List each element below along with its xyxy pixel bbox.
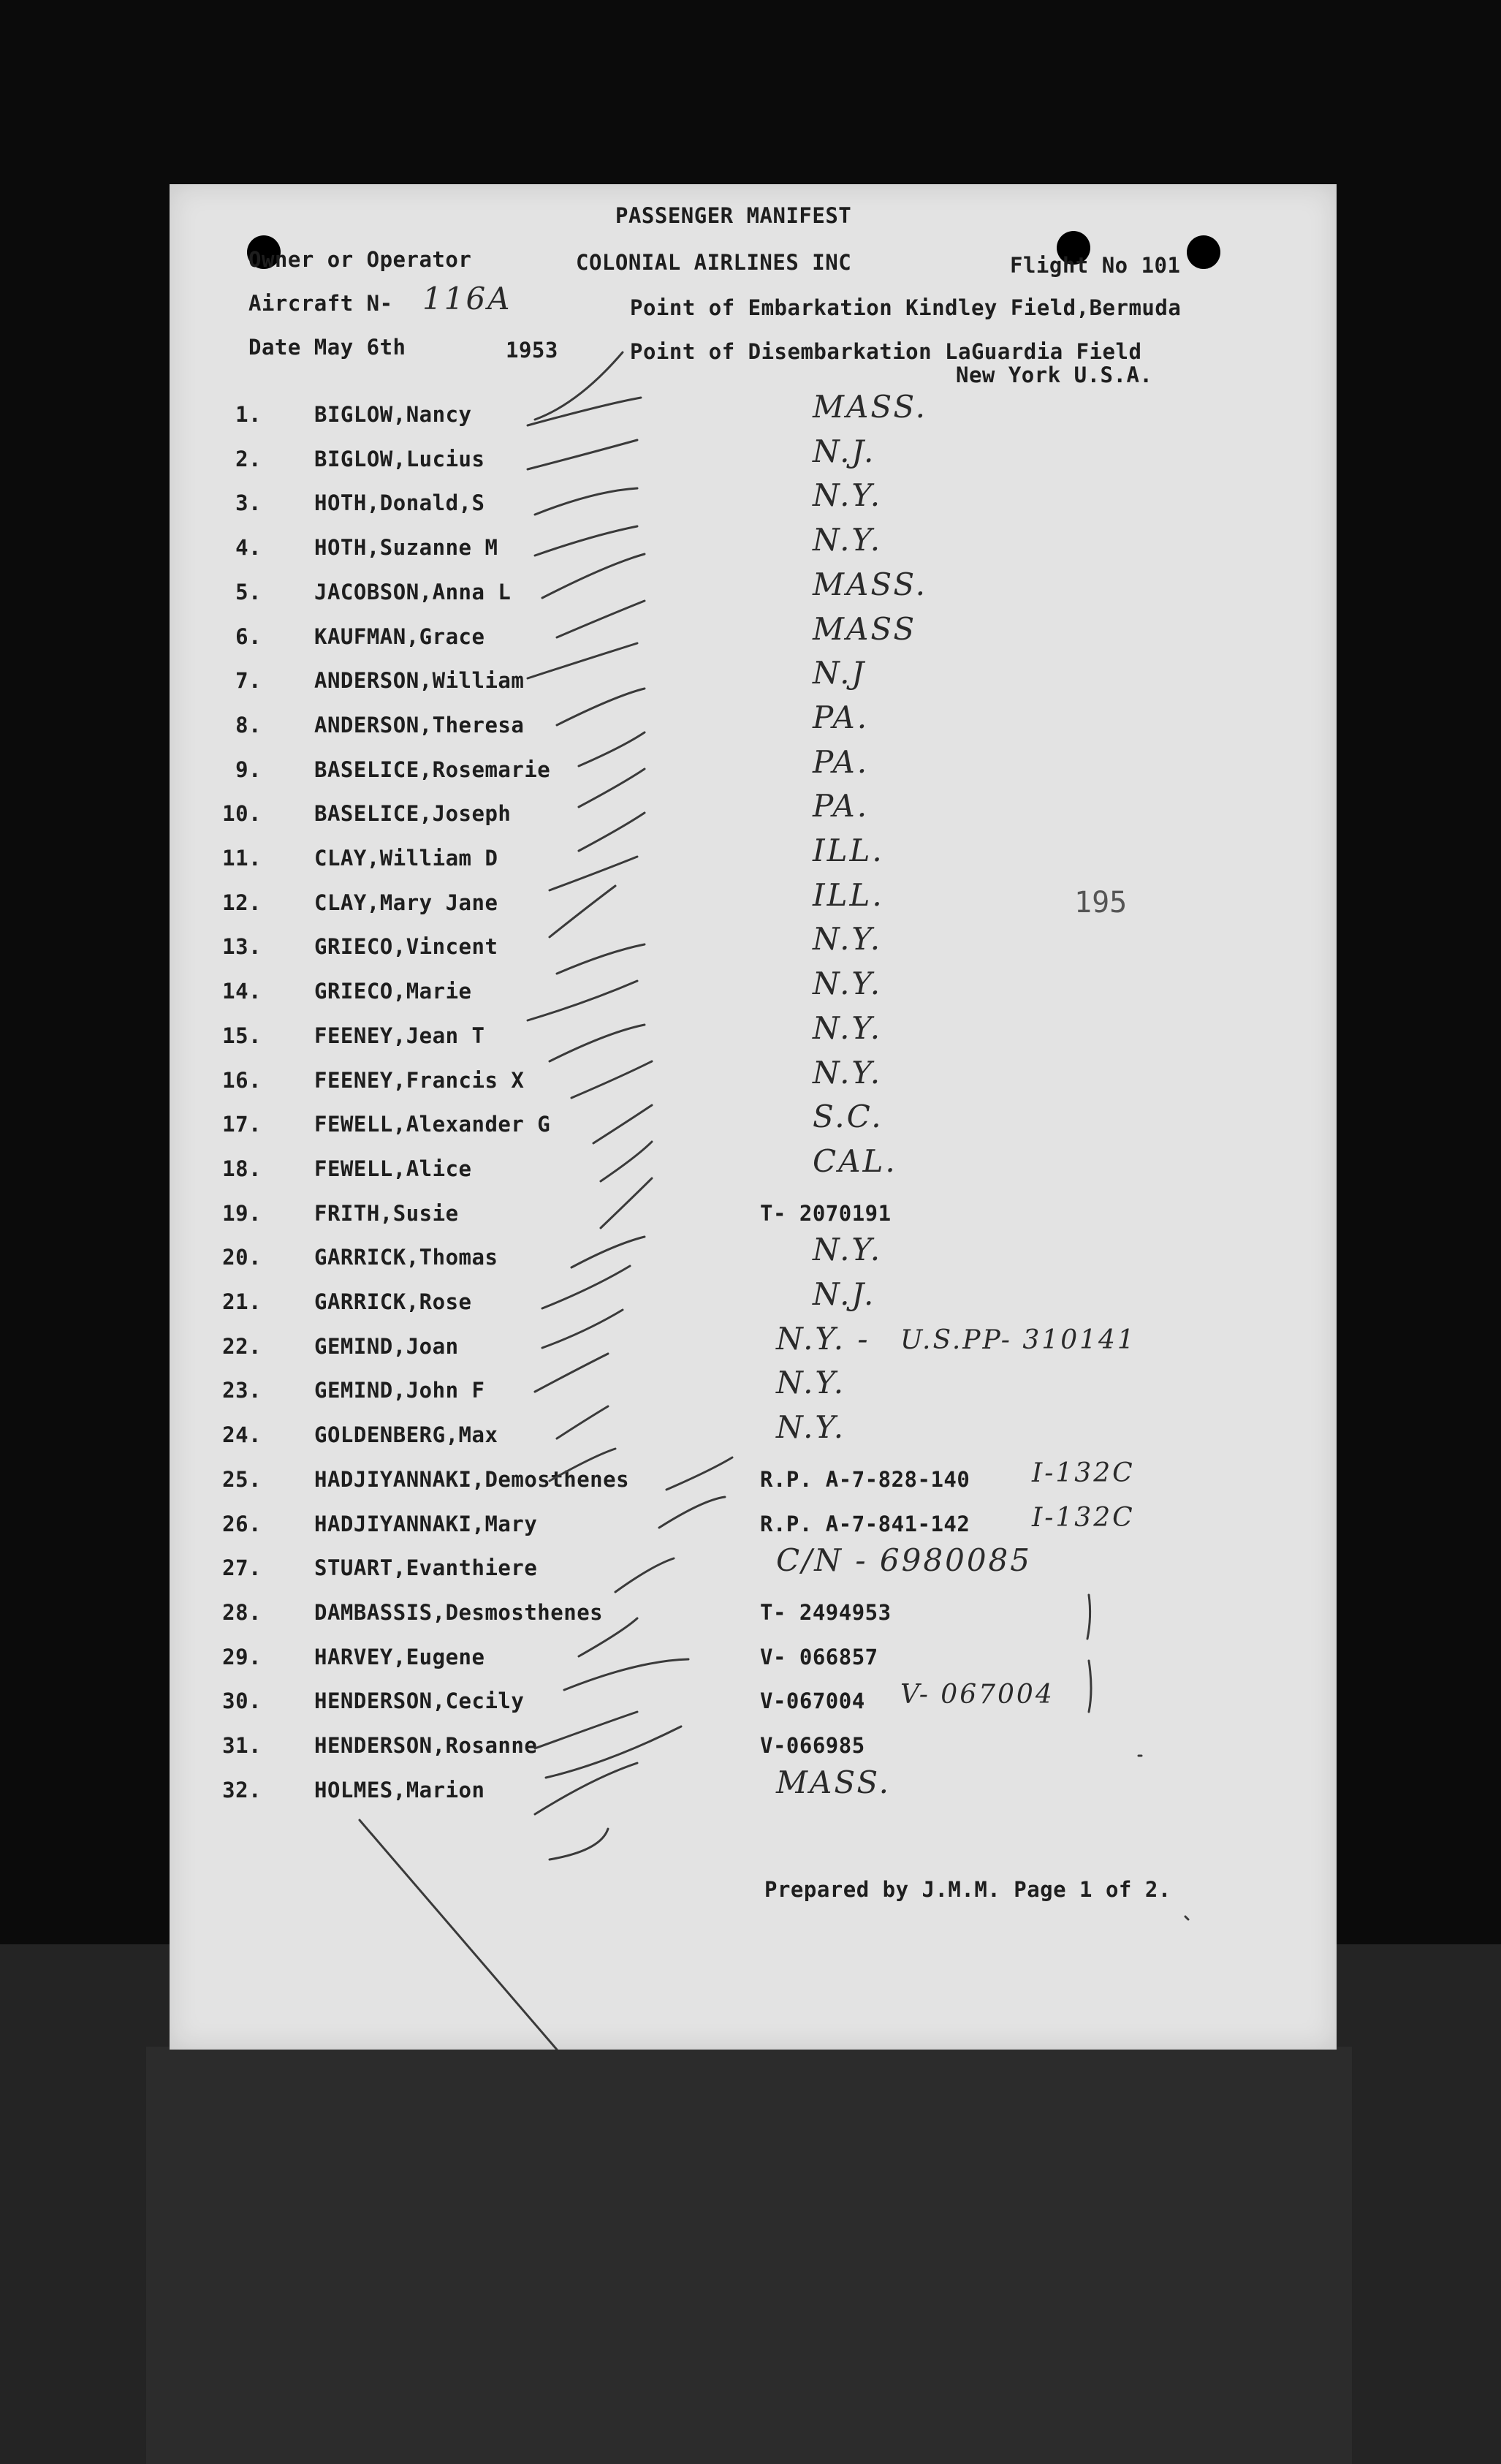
passenger-row bbox=[170, 788, 1337, 838]
passenger-row bbox=[170, 699, 1337, 749]
passenger-number: 19. bbox=[222, 1200, 262, 1226]
passenger-number: 11. bbox=[222, 846, 262, 871]
passenger-number: 8. bbox=[235, 712, 262, 738]
passenger-number: 9. bbox=[235, 757, 262, 782]
passenger-note: V- 067004 bbox=[900, 1680, 1054, 1710]
passenger-state: PA. bbox=[813, 788, 870, 825]
passenger-state: N.J bbox=[813, 655, 867, 691]
passenger-row bbox=[170, 1542, 1337, 1592]
passenger-number: 13. bbox=[222, 934, 262, 960]
passenger-number: 24. bbox=[222, 1422, 262, 1448]
passenger-state: PA. bbox=[813, 743, 870, 780]
passenger-number: 15. bbox=[222, 1023, 262, 1048]
passenger-name: HADJIYANNAKI,Mary bbox=[314, 1511, 538, 1536]
passenger-document-number: T- 2494953 bbox=[760, 1599, 892, 1625]
passenger-name: HENDERSON,Rosanne bbox=[314, 1733, 538, 1758]
manifest-title: PASSENGER MANIFEST bbox=[615, 203, 852, 228]
passenger-row bbox=[170, 1276, 1337, 1326]
passenger-row bbox=[170, 743, 1337, 794]
passenger-state: N.Y. bbox=[813, 921, 883, 958]
passenger-name: GARRICK,Thomas bbox=[314, 1245, 498, 1270]
passenger-name: DAMBASSIS,Desmosthenes bbox=[314, 1599, 604, 1625]
passenger-name: GARRICK,Rose bbox=[314, 1289, 472, 1314]
passenger-row bbox=[170, 1645, 1337, 1681]
passenger-state: N.Y. bbox=[776, 1409, 846, 1446]
passenger-row bbox=[170, 1009, 1337, 1060]
passenger-document-number: T- 2070191 bbox=[760, 1200, 892, 1226]
passenger-number: 10. bbox=[222, 801, 262, 827]
passenger-row bbox=[170, 1054, 1337, 1104]
passenger-state: N.Y. bbox=[813, 522, 883, 558]
passenger-number: 27. bbox=[222, 1555, 262, 1581]
passenger-state: N.Y. bbox=[776, 1365, 846, 1401]
passenger-number: 1. bbox=[235, 402, 262, 427]
passenger-number: 14. bbox=[222, 979, 262, 1004]
passenger-row bbox=[170, 1365, 1337, 1414]
passenger-row bbox=[170, 1733, 1337, 1770]
passenger-number: 30. bbox=[222, 1688, 262, 1714]
passenger-name: FEENEY,Francis X bbox=[314, 1067, 525, 1093]
passenger-number: 6. bbox=[235, 623, 262, 649]
passenger-row bbox=[170, 1457, 1337, 1504]
passenger-row bbox=[170, 1142, 1337, 1193]
passenger-number: 12. bbox=[222, 890, 262, 915]
passenger-state: ILL. bbox=[813, 876, 884, 913]
passenger-name: BIGLOW,Lucius bbox=[314, 446, 485, 471]
passenger-name: CLAY,Mary Jane bbox=[314, 890, 498, 915]
passenger-state: N.J. bbox=[813, 433, 876, 469]
punch-hole-right bbox=[1187, 235, 1220, 269]
passenger-number: 21. bbox=[222, 1289, 262, 1314]
passenger-row bbox=[170, 610, 1337, 661]
passenger-number: 25. bbox=[222, 1466, 262, 1492]
passenger-name: BASELICE,Rosemarie bbox=[314, 757, 551, 782]
passenger-name: BIGLOW,Nancy bbox=[314, 402, 472, 427]
passenger-name: HADJIYANNAKI,Demosthenes bbox=[314, 1466, 630, 1492]
passenger-state: ILL. bbox=[813, 833, 884, 868]
passenger-document-number: V-067004 bbox=[760, 1688, 865, 1714]
passenger-state: N.Y. bbox=[813, 966, 883, 1002]
passenger-name: FEWELL,Alexander G bbox=[314, 1112, 551, 1137]
passenger-name: FEENEY,Jean T bbox=[314, 1023, 485, 1048]
passenger-name: CLAY,William D bbox=[314, 846, 498, 871]
passenger-document-number: R.P. A-7-828-140 bbox=[760, 1466, 970, 1492]
disembarkation-point: Point of Disembarkation LaGuardia Field bbox=[630, 339, 1142, 364]
passenger-state: MASS bbox=[813, 610, 917, 647]
passenger-row bbox=[170, 1232, 1337, 1281]
passenger-name: JACOBSON,Anna L bbox=[314, 579, 512, 604]
passenger-number: 2. bbox=[235, 446, 262, 471]
prepared-by-footer: Prepared by J.M.M. Page 1 of 2. bbox=[764, 1877, 1171, 1902]
owner-label: Owner or Operator bbox=[248, 247, 472, 272]
passenger-row bbox=[170, 921, 1337, 971]
passenger-row bbox=[170, 1680, 1337, 1725]
passenger-state: MASS. bbox=[813, 566, 927, 602]
passenger-state: MASS. bbox=[813, 389, 927, 425]
passenger-row bbox=[170, 655, 1337, 705]
aircraft-label: Aircraft N- bbox=[248, 291, 393, 316]
margin-number: 195 bbox=[1074, 886, 1128, 920]
passenger-number: 23. bbox=[222, 1378, 262, 1403]
passenger-state: N.Y. bbox=[813, 1009, 883, 1046]
passenger-state: C/N - 6980085 bbox=[776, 1542, 1032, 1579]
passenger-row bbox=[170, 566, 1337, 616]
passenger-name: HOTH,Suzanne M bbox=[314, 535, 498, 561]
passenger-number: 22. bbox=[222, 1333, 262, 1359]
passenger-name: HOTH,Donald,S bbox=[314, 490, 485, 516]
passenger-name: HARVEY,Eugene bbox=[314, 1644, 485, 1669]
passenger-name: BASELICE,Joseph bbox=[314, 801, 512, 827]
passenger-row bbox=[170, 1099, 1337, 1148]
passenger-note: I-132C bbox=[1032, 1457, 1135, 1488]
passenger-row bbox=[170, 1502, 1337, 1548]
manifest-page bbox=[170, 184, 1337, 2050]
operator-name: COLONIAL AIRLINES INC bbox=[576, 250, 852, 275]
passenger-name: GRIECO,Marie bbox=[314, 979, 472, 1004]
passenger-name: HENDERSON,Cecily bbox=[314, 1688, 525, 1714]
passenger-number: 5. bbox=[235, 579, 262, 604]
date-label: Date May 6th bbox=[248, 335, 406, 360]
passenger-row bbox=[170, 833, 1337, 882]
passenger-number: 17. bbox=[222, 1112, 262, 1137]
passenger-state: CAL. bbox=[813, 1142, 897, 1179]
passenger-row bbox=[170, 477, 1337, 527]
passenger-name: ANDERSON,Theresa bbox=[314, 712, 525, 738]
passenger-number: 18. bbox=[222, 1156, 262, 1181]
passenger-row bbox=[170, 1600, 1337, 1637]
passenger-row bbox=[170, 433, 1337, 483]
passenger-name: HOLMES,Marion bbox=[314, 1777, 485, 1802]
passenger-name: STUART,Evanthiere bbox=[314, 1555, 538, 1581]
passenger-row bbox=[170, 966, 1337, 1015]
passenger-state: N.Y. bbox=[813, 1232, 883, 1268]
disembarkation-point-line2: New York U.S.A. bbox=[956, 363, 1153, 387]
embarkation-point: Point of Embarkation Kindley Field,Bermuda bbox=[630, 295, 1182, 320]
passenger-name: FRITH,Susie bbox=[314, 1200, 459, 1226]
passenger-number: 20. bbox=[222, 1245, 262, 1270]
passenger-name: GRIECO,Vincent bbox=[314, 934, 498, 960]
passenger-number: 7. bbox=[235, 668, 262, 694]
scanner-background-edge bbox=[146, 2047, 1352, 2464]
passenger-name: GEMIND,John F bbox=[314, 1378, 485, 1403]
flight-number: Flight No 101 bbox=[1010, 253, 1181, 278]
date-year: 1953 bbox=[506, 338, 558, 363]
passenger-row bbox=[170, 1201, 1337, 1237]
passenger-name: GEMIND,Joan bbox=[314, 1333, 459, 1359]
passenger-note: I-132C bbox=[1032, 1502, 1135, 1533]
aircraft-number: 116A bbox=[422, 281, 512, 316]
passenger-row bbox=[170, 876, 1337, 927]
passenger-state: N.Y. - bbox=[776, 1320, 870, 1357]
passenger-state: N.J. bbox=[813, 1276, 876, 1312]
passenger-document-number: R.P. A-7-841-142 bbox=[760, 1511, 970, 1536]
passenger-state: N.Y. bbox=[813, 477, 883, 514]
passenger-number: 16. bbox=[222, 1067, 262, 1093]
passenger-number: 28. bbox=[222, 1599, 262, 1625]
passenger-state: PA. bbox=[813, 699, 870, 735]
passenger-name: ANDERSON,William bbox=[314, 668, 525, 694]
passenger-state: S.C. bbox=[813, 1099, 884, 1135]
passenger-number: 32. bbox=[222, 1777, 262, 1802]
passenger-document-number: V-066985 bbox=[760, 1733, 865, 1758]
passenger-name: GOLDENBERG,Max bbox=[314, 1422, 498, 1448]
passenger-row bbox=[170, 389, 1337, 439]
passenger-row bbox=[170, 1320, 1337, 1371]
passenger-number: 3. bbox=[235, 490, 262, 516]
passenger-number: 4. bbox=[235, 535, 262, 561]
passenger-name: KAUFMAN,Grace bbox=[314, 623, 485, 649]
passenger-row bbox=[170, 1764, 1337, 1814]
passenger-name: FEWELL,Alice bbox=[314, 1156, 472, 1181]
passenger-note: U.S.PP- 310141 bbox=[900, 1324, 1136, 1355]
passenger-number: 31. bbox=[222, 1733, 262, 1758]
passenger-number: 26. bbox=[222, 1511, 262, 1536]
passenger-state: MASS. bbox=[776, 1764, 891, 1800]
passenger-row bbox=[170, 1409, 1337, 1459]
passenger-row bbox=[170, 522, 1337, 572]
passenger-number: 29. bbox=[222, 1644, 262, 1669]
passenger-state: N.Y. bbox=[813, 1054, 883, 1091]
passenger-document-number: V- 066857 bbox=[760, 1644, 878, 1669]
